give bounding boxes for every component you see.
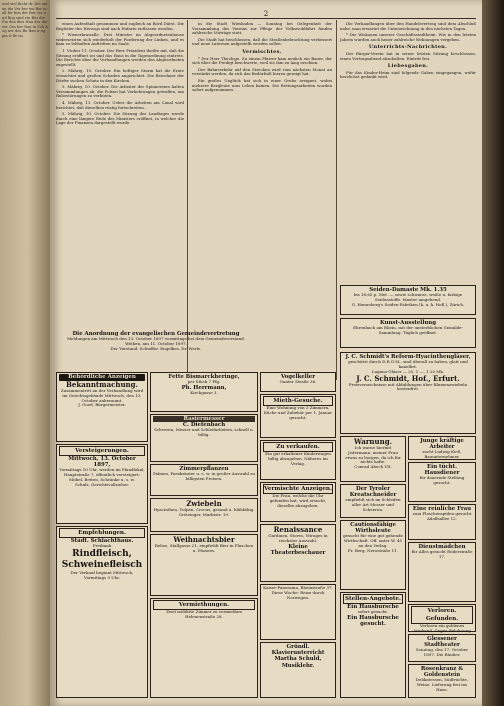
recommendations-box [56,526,148,698]
razor-advertisement [150,414,258,462]
ad-maker: G. Henneberg's Seiden-Fabriken (k. u. k. Hofl.), Zürich. [351,301,465,307]
ad-title: Kunst-Ausstellung [380,320,436,326]
innkeepers-wanted-advertisement [340,520,406,590]
ad-text: gesucht für eine gut gehende Wirthschaft. Off. unter W. 45 an den Verlag. [343,533,403,548]
panorama-advertisement [260,584,336,640]
section-heading: Vermischtes. [242,48,282,55]
article-paragraph: in die Stadt Wiesbaden — Sonntag bei Gelegenheit der Versammlung des Vereins zur Pflege der Volkswohlfahrt fanden zahlreiche Vorträge statt. [192,21,332,36]
ad-title: Der Tyroler [355,486,391,492]
ad-text: Scheeren, Messer und Schleifarbeiten, schnell u. billig. [154,427,254,438]
ad-title: Seiden-Damaste Mk. 1.35 [369,287,447,293]
ad-title: Rosenkranz & Goldenstein [420,666,464,679]
hyacinth-glass-advertisement [340,352,476,434]
article-paragraph: 1. Vtober 11. October. Der Herr Präsident theilte mit, daß die Sitzung eröffnet sei und das Haus in die Tagesordnung eintrete. Die Berichte über die Verhandlungen werden den Abgeordneten zugestellt. [56,47,184,67]
article-paragraph: * Wienerkrawalle. Drei Minister im Abgeordnetenhause widersetzten sich wiederholt der Forderung der Linken, und es kam zu lebhaften Auftritten im Saale. [56,32,184,47]
ad-title: Rasiermesser [153,416,255,422]
section-header: Vermischte Anzeigen. [264,486,332,492]
ad-title: Zimmerpflanzen [179,466,229,472]
cleaner-wanted-advertisement [408,504,476,540]
misc-notices-box [260,482,336,522]
piano-lessons-advertisement [260,642,336,698]
ad-title: J. C. Schmidt's Reform-Hyacinthengläser, [345,354,471,360]
ad-signature: Conrad Ahoch VII. [354,464,392,470]
plants-advertisement [150,464,258,496]
auction-signature: Schulz, Gerichtsvollzieher. [75,481,129,487]
article-paragraph: einen Aufenthalt genommen und zugleich an Bord Dürst. Die Begleiter des Herzogs sind nach Hofarte entlassen worden. [56,21,184,31]
ad-address: Gunter Straße 36. [279,379,317,385]
ad-signature: Martha Schuld, Musiklehr. [274,656,322,669]
servant-wanted-advertisement [408,462,476,502]
page-edge-shadow [482,0,504,706]
theatre-advertisement [408,634,476,662]
article-paragraph: 4. Mährig, 11. October. Ueber die Arbeiten am Canal wird berichtet, daß dieselben rüstig fortschreiten. [56,99,184,110]
ad-maker: C. Diefenbach [182,422,226,429]
previous-page-binding [0,0,50,706]
auction-text: Vormittags 10 Uhr, werden im Pfandlokal, Hauptstraße 7, öffentlich versteigert: Möbel, Betten, Schränke u. s. w. [59,467,145,482]
ad-title: Cautionsfähige [350,522,396,528]
column-divider [336,20,337,380]
column-c [340,22,476,82]
ad-headline: Schweinefleisch [61,560,143,570]
notice-title: Bekanntmachung. [66,380,138,389]
renaissance-advertisement [260,524,336,582]
section-heading: Liebesgaben. [387,63,429,70]
ad-text: Sonntag, den 17. October 1897: Die Räuber. [415,647,469,658]
article-paragraph: Der Bahnverkehr auf den Strecken wird vom nächsten Monat an verstärkt werden, da sich das Bedürfniß hierzu gezeigt hat. [192,66,332,77]
article-paragraph: * Die Wiskonen unserer Geschäftsstadtheim. Wie in den letzten Jahren wurden auch heuer zahlreiche Wohnungen vergeben. [340,32,476,42]
wanted-rentals-box [260,394,336,438]
newspaper-page [50,0,482,706]
ad-text: Rehse, Stallgasse 21, empfiehlt Bier in Flaschen u. Fässern. [154,543,254,553]
ad-subtitle: Kreatschneider [349,492,397,499]
grinder-advertisement [340,484,406,518]
ad-text: Der Verkauf beginnt Mittwoch, Vormittags 9 Uhr. [70,570,134,580]
ad-text: Die Frau, welche die Uhr gefunden hat, wird ersucht, dieselbe abzugeben. [269,493,327,508]
rentals-box [150,598,258,698]
section-header: Stellen-Angebote. [345,596,401,602]
ad-text: sucht Ludwig Kieß, Bauunternehmer. [422,449,462,460]
section-header: Behördliche Anzeigen [59,374,145,381]
article-paragraph: * Der Herr Theologe. Zu einem Pfarrer kam neulich ein Bauer, der sich über die Predigt beschwerte, weil sie ihm zu lang erschien. [192,55,332,66]
for-sale-box [260,440,336,480]
ad-subtitle: Freibank [92,543,112,549]
ad-subtitle: Wirthsleute [355,528,391,535]
official-notices-box [56,372,148,442]
section-header: Versteigerungen. [59,446,145,456]
ad-text: Ehrenbach am Rhein, mit der unsterblichen Gemälde-Sammlung. Täglich geöffnet. [353,325,463,335]
workers-wanted-advertisement [408,436,476,460]
notice-text: Meldungen am Mittwoch den 13. October 1897 vormittags bei dem Gemeindevorstand. [67,336,245,342]
article-paragraph: 3. Mährig, 10. October. Die Arbeiter der Spinnereien halten Versammlungen ab; die Polizei hat Vorkehrungen getroffen, um Ruhestörungen zu verhüten. [56,84,184,99]
beer-advertisement [150,534,258,596]
herring-advertisement [150,372,258,412]
section-header: Vermiethungen. [153,600,255,610]
church-notice [56,330,256,368]
delicatessen-advertisement [408,664,476,698]
notice-signature: Der Vorstand. Schieffer. Engelkes. Dr. Werle. [110,345,202,351]
page-number: 2 [263,10,269,18]
article-paragraph: Der Bürger-Verein hat in seiner letzten Sitzung beschlossen, einen Vortragsabend abzuhalten. Eintritt frei. [340,50,476,61]
ad-text: Verloren ein goldenes Armband. Gegen Belohnung [413,623,471,633]
section-header: Verloren. Gefunden. [411,606,473,624]
notice-text: Zusammentritt an der Verhandlung wird im Gerichtsgebäude Mittwoch, den 13. October anberaumt. [60,388,144,403]
ad-title: Fette Bismarckheringe, [168,374,240,380]
section-heading: Unterrichts-Nachrichten. [368,44,448,51]
ad-text: Kaiser-Panorama, Rheinstraße 37. Diese Woche: Reise durch Norwegen. [263,585,333,600]
auctions-box [56,444,148,524]
header-rule [56,18,476,19]
ad-text: Zwei möblirte Zimmer zu vermiethen Helenenstraße 28. [166,609,242,619]
article-paragraph: Ein großes Unglück hat sich in einer Grube ereignet, wobei mehrere Bergleute ums Leben kamen. Die Rettungsarbeiten wurden sofort aufgenommen. [192,77,332,93]
ad-footer: Preisverzeichnisse mit Abbildungen über Blumenzwiebeln kostenfrei. [348,381,468,392]
article-paragraph: Die Stadt hat beschlossen, daß die Straßenbeleuchtung verbessert und neue Laternen aufgestellt werden sollen. [192,36,332,47]
ad-title: Eine reinliche Frau [412,506,472,512]
ad-title: Vogelkeller [280,374,316,380]
column-divider [187,20,188,380]
notice-signature: J. Goed, Bürgermeister. [78,402,126,408]
ad-title: Dienstmädchen [418,544,466,550]
ad-subtitle: Kleine Theaterbeschauer [270,543,326,556]
notice-date: Weihen, am 11. October 1897. [125,341,187,346]
ad-text: für Alles gesucht Röderstraße 17. [411,549,473,559]
ad-signature: Fr. Berg, Nerostraße 11. [348,547,398,553]
ad-text: Hyacinthen, Tulpen, Crocus, gesund u. blühfähig. Grötzinger, Marktstr. 19. [153,507,255,517]
article-paragraph: Für das Kinder-Heim sind folgende Gaben eingegangen, wofür herzlichst gedankt wird. [340,69,476,80]
ad-text: Eine Wohnung von 3 Zimmern, Küche und Zubehör per 1. Januar gesucht. [263,405,332,420]
ad-title: Glessener Stadtheater [424,636,460,649]
section-header: Zu verkaufen. [263,442,333,452]
ad-prices: Lugano-Gläser — 25, 1 —, 1.20 Mk. [371,368,445,374]
ad-price: per Stück 7 Pfg. [187,379,221,385]
auction-date: Mittwoch, 13. October 1897, [68,456,136,469]
ad-text: Palmen, Farnkräuter u. s. w. in großer Auswahl zu billigsten Preisen. [153,471,255,481]
ad-text: zum Flaschenspülen gesucht Adolfsallee 12. [412,511,472,521]
column-b [192,22,332,95]
ad-text: empfiehlt sich im Schleifen aller Art Messer und Scheeren. [345,497,401,512]
maid-wanted-advertisement [408,542,476,602]
job-offers-box [340,592,406,698]
article-paragraph: Die Verhandlungen über den Handelsvertrag sind dem Abschluß nahe; man erwartet die Unterzeichnung in den nächsten Tagen. [340,21,476,31]
ad-text: geschützt durch D.R.G.M., sind überall zu haben, glatt und kanellirt. [348,359,468,369]
ad-address: Kirchgasse 3. [190,390,218,396]
ad-shop: Ph. Herrmann, [181,385,227,391]
ad-headline: Rindfleisch, [72,549,132,559]
bulbs-advertisement [150,498,258,532]
ad-text: Gardinen, Stores, Vitrages in reichster Auswahl. [268,533,328,543]
ad-text: Delikatessen, Südfrüchte, Weine. Lieferung frei ins Haus. [415,677,469,692]
ad-text: Ein gut erhaltener Kinderwagen billig abzugeben. Näheres im Verlag. [265,451,331,466]
ad-title: Weihnachtsbier [173,535,235,544]
section-header: Empfehlungen. [59,528,145,538]
ad-title: Städt. Schlachthaus. [70,538,134,544]
binding-text: und stel Bicht dr. Die ant im die Ver ber tes Ber in all fer ben der Ber ver und Bog sind ein Bur die Fin den dies Hau der die ver Ges ber Rau in Sch Aug ner des Bu Ban ir ng pm it fle on [2,2,49,38]
ad-text: bis 18.65 p. Met. — sowie schwarze, weiße u. farbige Seidenstoffe. Muster umgehend. [353,292,463,302]
art-exhibition-advertisement [340,318,476,348]
ad-title: Ein Hausbursche gesucht. [347,615,399,628]
ad-text: sofort gesucht. [357,609,389,615]
article-paragraph: 2. Mährig, 10. October. Ein heftiger Sturm hat die Ernte vernichtet und großen Schaden angerichtet. Die Bewohner der Dörfer suchen Schutz in den Kirchen. [56,68,184,83]
lost-found-box [408,604,476,632]
ad-title: Ein tücht. Hausdiener [424,464,460,477]
ad-title: Ein Hausbursche [347,604,399,610]
ad-shop: J. C. Schmidt, Hof., Erfurt. [356,373,460,383]
article-paragraph: 5. Mährig, 10. October. Die Sitzung des Landtages wurde durch eine längere Rede des Ministers eröffnet, in welcher die Lage der Finanzen dargestellt wurde. [56,111,184,126]
ad-title: Junge kräftige Arbeiter [420,438,464,451]
silk-advertisement [340,285,476,315]
ad-text: Ich warne hiermit Jedermann, meiner Frau etwas zu borgen, da ich für nichts hafte. [345,445,401,465]
ad-title: Warnung. [353,437,393,446]
ad-text: für dauernde Stellung gesucht. [419,475,465,486]
notice-heading: Die Anordnung der evangelischen Gemeindevertretung [72,331,240,337]
ad-title: Gründl. Klavierunterricht [271,644,325,657]
warning-notice [340,436,406,482]
bird-cellar-advertisement [260,372,336,392]
column-a [56,22,184,128]
section-header: Mieth-Gesuche. [263,396,333,406]
ad-title: Renaissance [273,525,323,534]
ad-title: Zwiebeln [186,499,222,508]
